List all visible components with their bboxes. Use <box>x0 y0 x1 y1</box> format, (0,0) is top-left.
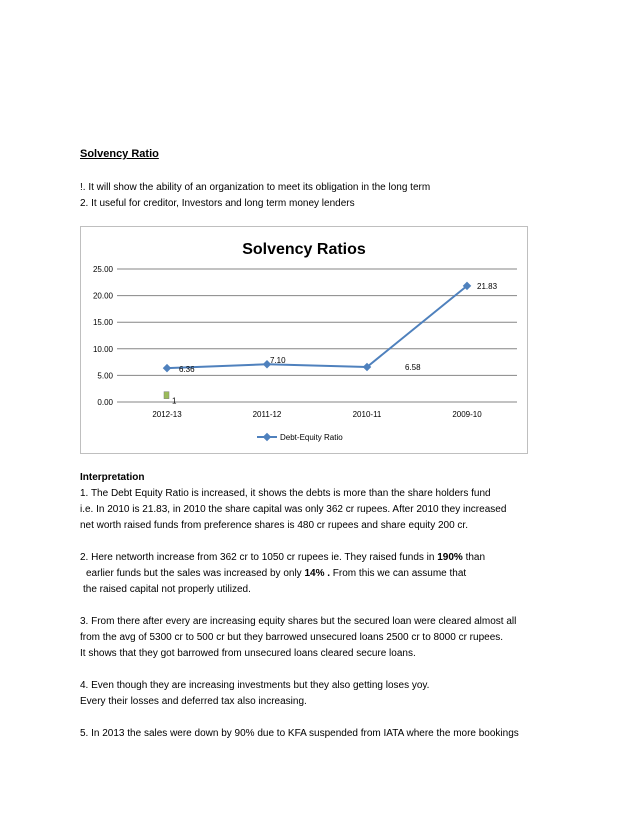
y-axis-ticks <box>93 265 114 407</box>
chart-title: Solvency Ratios <box>242 241 366 258</box>
point2-line1 <box>80 550 560 566</box>
y-tick-label: 15.00 <box>92 318 113 328</box>
point3-line2: from the avg of 5300 cr to 500 cr but they barrowed unsecured loans 2500 cr to 8000 cr rupees. <box>80 632 504 643</box>
x-tick-label: 2009-10 <box>452 410 482 419</box>
interpretation-section <box>80 470 560 742</box>
point2-line1-bold: 190% <box>437 552 463 563</box>
x-axis-ticks <box>152 410 482 419</box>
y-tick-label: 5.00 <box>97 371 113 381</box>
data-label: 7.10 <box>270 356 286 366</box>
point2-line2-bold: 14% . <box>304 568 331 579</box>
interpretation-title: Interpretation <box>80 472 145 483</box>
y-tick-label: 20.00 <box>92 291 113 301</box>
legend-marker <box>263 433 271 441</box>
point2-line1-text: 2. Here networth increase from 362 cr to 1050 cr rupees ie. They raised funds in <box>80 552 438 563</box>
y-tick-label: 10.00 <box>92 344 113 354</box>
point2-line2-text: earlier funds but the sales was increased by only <box>86 568 305 579</box>
gridlines <box>117 269 517 402</box>
chart-legend <box>257 433 343 442</box>
chart-canvas <box>81 227 527 453</box>
intro-text <box>80 180 430 212</box>
x-tick-label: 2010-11 <box>352 410 382 419</box>
data-label: 6.58 <box>405 362 421 372</box>
point1-line3: net worth raised funds from preference shares is 480 cr rupees and share equity 200 cr. <box>80 520 468 531</box>
solvency-chart <box>80 226 528 454</box>
section-heading: Solvency Ratio <box>80 148 159 160</box>
point2-line2-end: From this we can assume that <box>330 568 467 579</box>
extra-marker <box>164 392 169 399</box>
point3-line1: 3. From there after every are increasing equity shares but the secured loan were cleared almost all <box>80 616 517 627</box>
point4-line2: Every their losses and deferred tax also increasing. <box>80 696 307 707</box>
intro-line-1: !. It will show the ability of an organization to meet its obligation in the long term <box>80 182 431 193</box>
point5-line1: 5. In 2013 the sales were down by 90% due to KFA suspended from IATA where the more bookings <box>80 728 519 739</box>
point2-line1-end: than <box>462 552 486 563</box>
intro-line-2: 2. It useful for creditor, Investors and long term money lenders <box>80 198 355 209</box>
data-label: 21.83 <box>477 281 498 291</box>
point4-line1: 4. Even though they are increasing investments but they also getting loses yoy. <box>80 680 430 691</box>
point1-line1: 1. The Debt Equity Ratio is increased, it shows the debts is more than the share holders fund <box>80 488 491 499</box>
data-label: 6.36 <box>179 365 195 375</box>
y-tick-label: 0.00 <box>97 398 113 407</box>
data-point <box>163 364 171 372</box>
point3-line3: It shows that they got barrowed from unsecured loans cleared secure loans. <box>80 648 416 659</box>
x-tick-label: 2012-13 <box>152 410 182 419</box>
y-tick-label: 25.00 <box>92 265 113 274</box>
point2-line2 <box>80 566 560 582</box>
series-line <box>167 286 467 368</box>
point2-line3: the raised capital not properly utilized. <box>83 584 251 595</box>
legend-label: Debt-Equity Ratio <box>280 433 343 442</box>
x-tick-label: 2011-12 <box>252 410 282 419</box>
extra-data-label: 1 <box>172 396 177 406</box>
point1-line2: i.e. In 2010 is 21.83, in 2010 the share capital was only 362 cr rupees. After 2010 they increased <box>80 504 507 515</box>
